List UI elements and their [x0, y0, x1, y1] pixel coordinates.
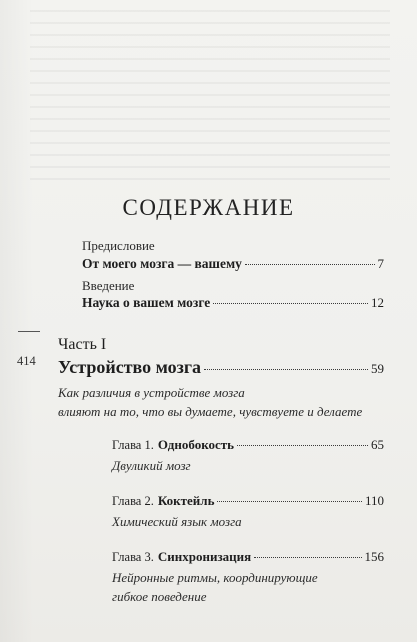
- chapter-3-label: Глава 3.: [112, 550, 154, 564]
- dot-leader: [245, 264, 375, 265]
- chapter-3-title: Синхронизация: [157, 549, 252, 564]
- chapter-1-description: Двуликий мозг: [112, 458, 191, 473]
- part-desc-line-2: влияют на то, что вы думаете, чувствуете и делаете: [58, 404, 363, 419]
- show-through-text: [30, 0, 390, 185]
- preface-label: Предисловие: [82, 238, 155, 253]
- preface-page: 7: [377, 256, 384, 271]
- margin-page-number: 414: [17, 354, 36, 368]
- dot-leader: [213, 303, 368, 304]
- dot-leader: [237, 445, 368, 446]
- toc-entry-chapter-3[interactable]: [112, 548, 384, 566]
- toc-entry-part-1[interactable]: [58, 357, 384, 378]
- chapter-1-title: Однобокость: [157, 437, 235, 452]
- chapter-3-page: 156: [364, 549, 384, 564]
- intro-label: Введение: [82, 278, 135, 293]
- part-description: [58, 383, 362, 421]
- chapter-2-title: Коктейль: [157, 493, 215, 508]
- dot-leader: [204, 369, 368, 370]
- part-title: Устройство мозга: [58, 357, 202, 377]
- chapter-1-page: 65: [371, 437, 384, 452]
- part-label: Часть I: [58, 336, 107, 353]
- toc-entry-chapter-2[interactable]: [112, 492, 384, 510]
- toc-entry-preface[interactable]: [82, 256, 384, 272]
- intro-page: 12: [371, 295, 384, 310]
- dot-leader: [217, 501, 362, 502]
- chapter-2-label: Глава 2.: [112, 494, 154, 508]
- part-desc-line-1: Как различия в устройстве мозга: [58, 385, 245, 400]
- chapter-1-label: Глава 1.: [112, 438, 154, 452]
- part-page: 59: [371, 361, 384, 376]
- chapter-2-description: Химический язык мозга: [112, 514, 242, 529]
- chapter-2-page: 110: [364, 493, 384, 508]
- chapter-3-desc-line-1: Нейронные ритмы, координирующие: [112, 570, 318, 585]
- toc-entry-intro[interactable]: [82, 295, 384, 311]
- toc-entry-chapter-1[interactable]: [112, 436, 384, 454]
- preface-title: От моего мозга — вашему: [82, 256, 242, 271]
- intro-title: Наука о вашем мозге: [82, 295, 211, 310]
- margin-rule: [18, 331, 40, 332]
- dot-leader: [254, 557, 361, 558]
- chapter-3-desc-line-2: гибкое поведение: [112, 589, 207, 604]
- chapter-3-description: [112, 568, 318, 606]
- contents-heading: СОДЕРЖАНИЕ: [122, 195, 295, 220]
